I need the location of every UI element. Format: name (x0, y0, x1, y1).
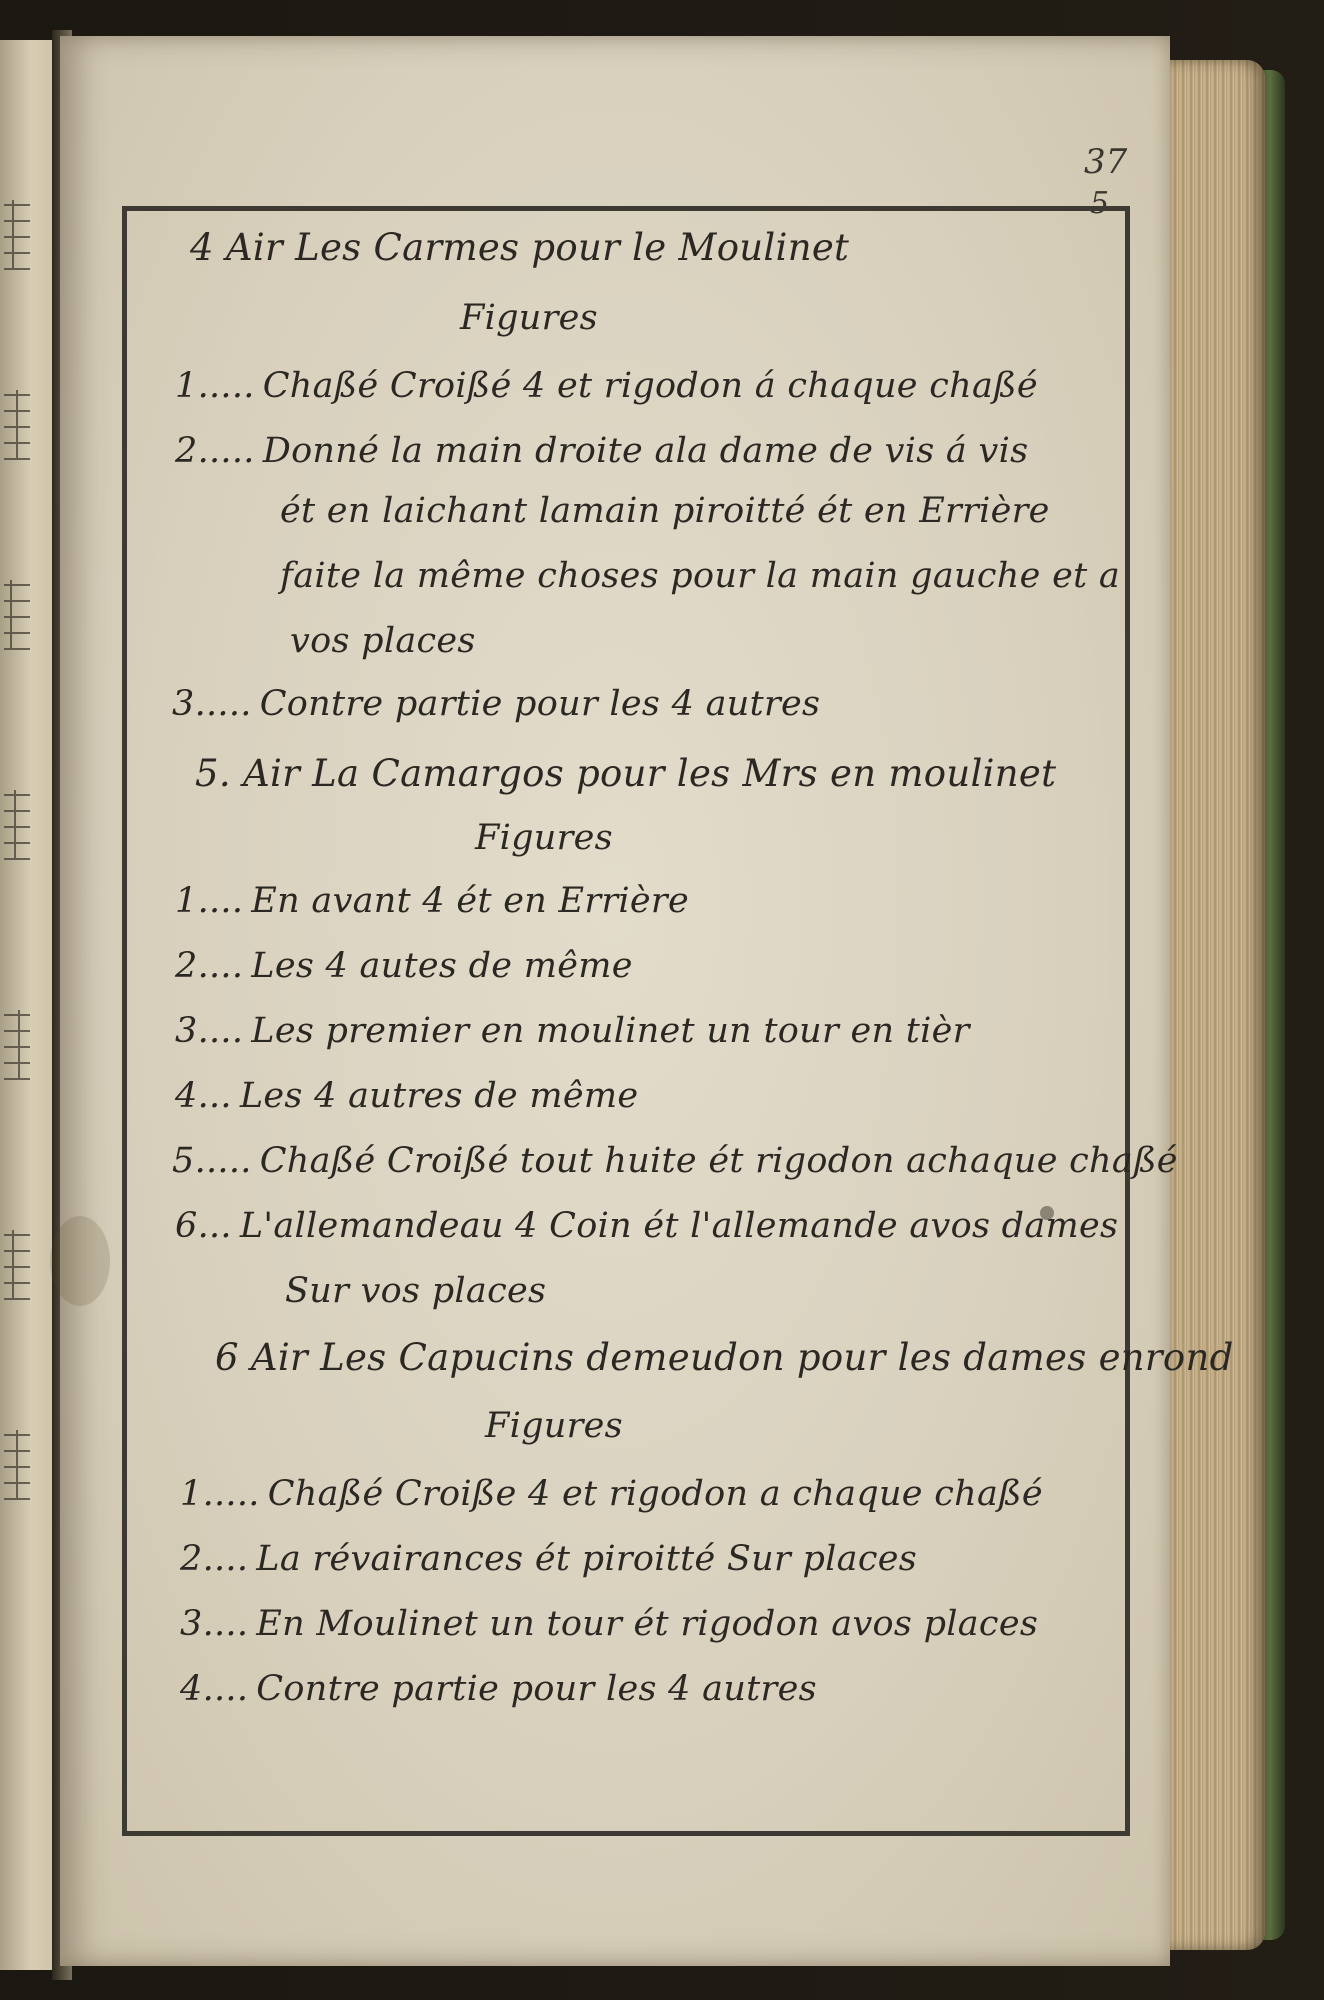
music-staff-fragment (4, 570, 30, 658)
figure-number: 3..... (172, 684, 252, 724)
figures-label: Figures (475, 818, 613, 858)
left-facing-page (0, 40, 54, 1970)
figure-text: L'allemandeau 4 Coin ét l'allemande avos dames (239, 1206, 1119, 1246)
figure-line (175, 366, 1038, 406)
figures-label: Figures (460, 298, 598, 338)
figure-line (180, 1474, 1043, 1514)
figure-number: 1.... (175, 881, 244, 921)
figure-line (180, 1539, 917, 1579)
figure-number: 3.... (180, 1604, 249, 1644)
figure-line-continued: vos places (290, 621, 476, 661)
page-number-secondary: 5 (1090, 186, 1110, 221)
figure-line (180, 1604, 1038, 1644)
figure-number: 2.... (175, 946, 244, 986)
figure-number: 1..... (180, 1474, 260, 1514)
music-staff-fragment (4, 1220, 30, 1308)
figure-text: Les 4 autes de même (251, 946, 633, 986)
figure-text: Les 4 autres de même (239, 1076, 639, 1116)
figure-text: Chaßé Croißé tout huite ét rigodon achaque chaßé (259, 1141, 1178, 1181)
figure-number: 1..... (175, 366, 255, 406)
music-staff-fragment (4, 1420, 30, 1508)
figure-text: Les premier en moulinet un tour en tièr (251, 1011, 970, 1051)
stain (50, 1216, 110, 1306)
figure-line-continued: faite la même choses pour la main gauche et a (280, 556, 1121, 596)
figure-line (175, 946, 633, 986)
figure-number: 6... (175, 1206, 232, 1246)
figure-text: Chaßé Croißé 4 et rigodon á chaque chaßé (262, 366, 1038, 406)
figure-line (180, 1669, 817, 1709)
figure-number: 4... (175, 1076, 232, 1116)
figure-line (172, 684, 820, 724)
figure-number: 5..... (172, 1141, 252, 1181)
music-staff-fragment (4, 780, 30, 868)
figures-label: Figures (485, 1406, 623, 1446)
manuscript-page (60, 36, 1234, 1966)
figure-text: Contre partie pour les 4 autres (256, 1669, 817, 1709)
page-number: 37 (1084, 142, 1128, 182)
figure-line (172, 1141, 1178, 1181)
figure-line (175, 1206, 1118, 1246)
figure-text: Chaßé Croiße 4 et rigodon a chaque chaßé (267, 1474, 1043, 1514)
figure-number: 4.... (180, 1669, 249, 1709)
section-heading: 6 Air Les Capucins demeudon pour les dames enrond (215, 1336, 1234, 1379)
figure-line (175, 431, 1028, 471)
music-staff-fragment (4, 380, 30, 468)
figure-text: La révairances ét piroitté Sur places (256, 1539, 918, 1579)
music-staff-fragment (4, 1000, 30, 1088)
figure-line (175, 1076, 638, 1116)
figure-line-continued: ét en laichant lamain piroitté ét en Errière (280, 491, 1050, 531)
page-edges (1170, 60, 1265, 1950)
figure-text: En Moulinet un tour ét rigodon avos places (256, 1604, 1039, 1644)
figure-line (175, 881, 689, 921)
figure-text: En avant 4 ét en Errière (251, 881, 689, 921)
figure-line (175, 1011, 970, 1051)
figure-number: 2..... (175, 431, 255, 471)
figure-text: Donné la main droite ala dame de vis á vis (262, 431, 1029, 471)
figure-text: Contre partie pour les 4 autres (259, 684, 821, 724)
section-heading: 5. Air La Camargos pour les Mrs en moulinet (195, 752, 1057, 795)
section-heading: 4 Air Les Carmes pour le Moulinet (190, 226, 850, 269)
figure-line-continued: Sur vos places (285, 1271, 547, 1311)
music-staff-fragment (4, 190, 30, 278)
figure-number: 3.... (175, 1011, 244, 1051)
figure-number: 2.... (180, 1539, 249, 1579)
